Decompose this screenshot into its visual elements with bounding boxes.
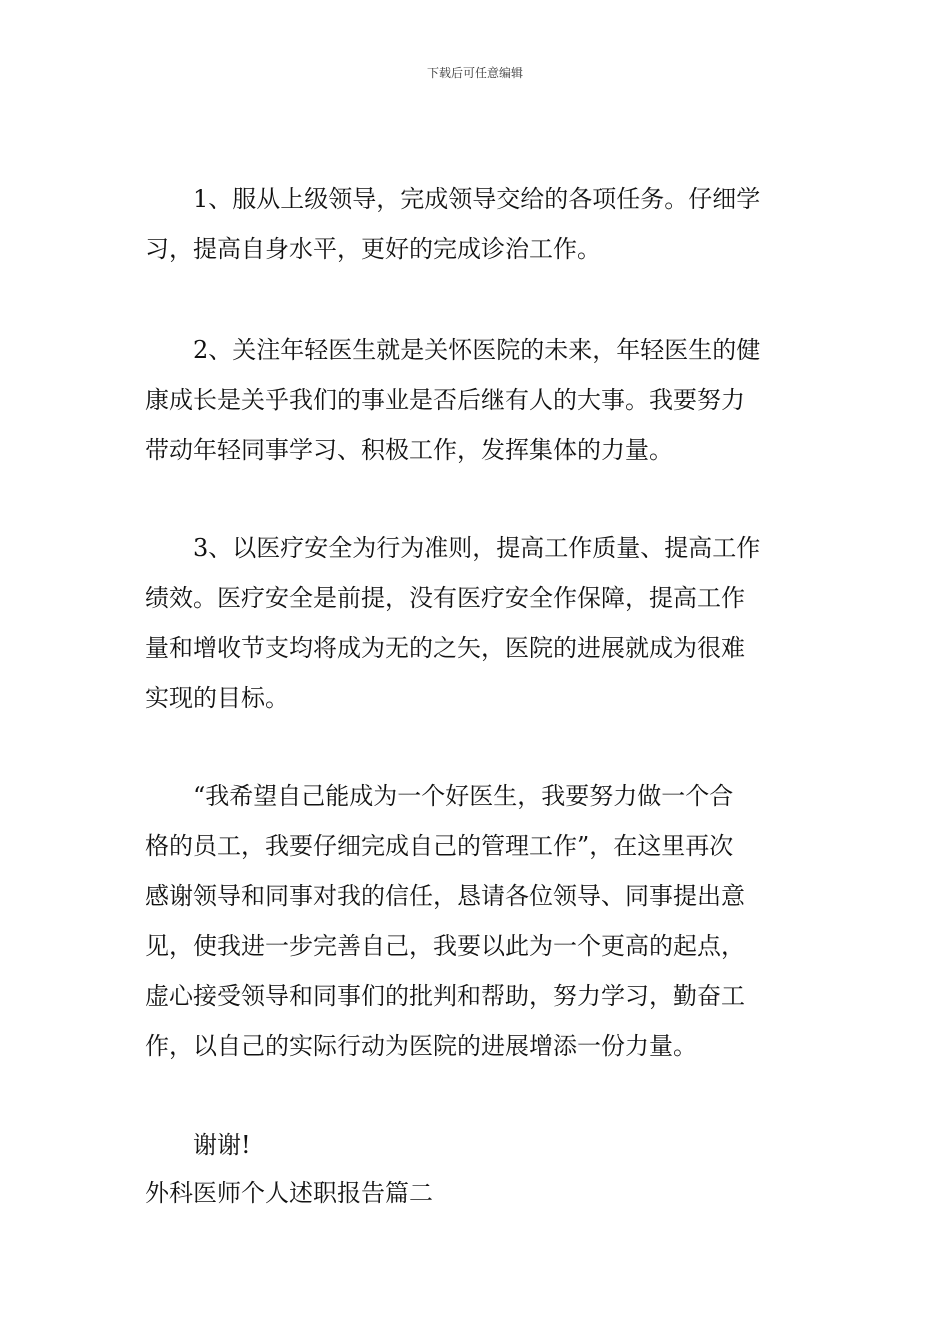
text-line: 绩效。医疗安全是前提，没有医疗安全作保障，提高工作 [145, 584, 745, 612]
text-line: 格的员工，我要仔细完成自己的管理工作”，在这里再次 [145, 832, 734, 860]
paragraph-4 [145, 771, 805, 1071]
text-line: 见，使我进一步完善自己，我要以此为一个更高的起点， [145, 932, 745, 960]
text-line: 习，提高自身水平，更好的完成诊治工作。 [145, 235, 601, 263]
text-line: 作，以自己的实际行动为医院的进展增添一份力量。 [145, 1032, 697, 1060]
section-title-line: 外科医师个人述职报告篇二 [145, 1179, 433, 1207]
text-line: 3、以医疗安全为行为准则，提高工作质量、提高工作 [193, 534, 761, 562]
text-line: 1、服从上级领导，完成领导交给的各项任务。仔细学 [193, 185, 761, 213]
text-line: 实现的目标。 [145, 684, 289, 712]
text-line: 虚心接受领导和同事们的批判和帮助，努力学习，勤奋工 [145, 982, 745, 1010]
paragraph-3 [145, 523, 805, 723]
next-section-title [145, 1168, 805, 1218]
closing-text [145, 1120, 805, 1170]
paragraph-1 [145, 174, 805, 274]
text-line: 量和增收节支均将成为无的之矢，医院的进展就成为很难 [145, 634, 745, 662]
paragraph-2 [145, 325, 805, 475]
text-line: 带动年轻同事学习、积极工作，发挥集体的力量。 [145, 436, 673, 464]
text-line: 2、关注年轻医生就是关怀医院的未来，年轻医生的健 [193, 336, 761, 364]
closing-line: 谢谢! [193, 1131, 251, 1159]
text-line: “我希望自己能成为一个好医生，我要努力做一个合 [193, 782, 734, 810]
text-line: 康成长是关乎我们的事业是否后继有人的大事。我要努力 [145, 386, 745, 414]
page-header: 下载后可任意编辑 [426, 66, 523, 80]
text-line: 感谢领导和同事对我的信任，恳请各位领导、同事提出意 [145, 882, 745, 910]
